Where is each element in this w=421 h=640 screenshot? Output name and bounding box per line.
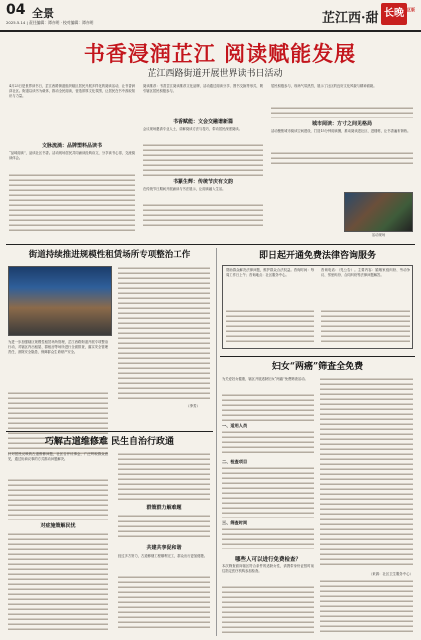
col2-body-1: 会议现场邀请专业人士，讲解阅读方法与技巧，带动居民深度阅读。 <box>143 127 242 131</box>
header-rule <box>0 30 421 32</box>
event-photo <box>344 192 413 232</box>
header-meta: 2025.5.14 | 责任编辑：谭亦明 · 校对编辑：谭亦明 <box>6 20 94 25</box>
story3-subhead-3: 共建共享促和谐 <box>146 545 182 551</box>
story3-subhead-2: 对症施策解民忧 <box>40 523 76 529</box>
story5-text-lines-1 <box>222 393 314 421</box>
story4 <box>220 248 415 353</box>
story4-notice-box <box>222 265 413 349</box>
column-divider <box>216 248 217 636</box>
story3-subhead-1: 群策群力解难题 <box>146 505 182 511</box>
story4-box-left: 帮助群众解决法律问题，维护群众合法权益。咨询时间：每周工作日上午；咨询地点：社区服务中心。 <box>226 268 314 277</box>
story5-text-lines-4 <box>222 527 314 549</box>
story5-text-lines-5 <box>222 585 314 635</box>
story5-text-lines-7 <box>320 579 413 635</box>
main-headline: 书香浸润芷江 阅读赋能发展 <box>83 41 357 66</box>
story5-headline: 妇女“两癌”筛查全免费 <box>271 362 364 372</box>
story2-text-lines-2 <box>118 266 210 400</box>
col3-text-lines <box>271 106 413 118</box>
section-rule-2 <box>6 431 213 432</box>
brand-stamp: 长晚 <box>381 3 407 25</box>
story3-text-lines-3 <box>118 514 210 540</box>
story5-body: 本次筛查面向辖区符合条件的适龄女性，请携带身份证按时前往指定医疗机构参加检查。 <box>222 564 314 573</box>
main-col-1 <box>9 84 135 236</box>
section-rule-3 <box>220 356 415 357</box>
story5-q1: 一、适用人员 <box>222 423 248 428</box>
story2-photo <box>8 266 112 336</box>
story4-box-right: 咨询电话：（见公告）。主要内容：婚姻家庭纠纷、劳动争议、邻里纠纷、合同纠纷等法律问题解答。 <box>321 268 410 277</box>
photo-caption: 活动现场 <box>371 233 386 237</box>
brand-name: 芷江西·甜 <box>322 11 379 26</box>
story3-text-lines-1 <box>8 478 108 520</box>
story5-text-lines-3 <box>222 466 314 518</box>
story4-headline: 即日起开通免费法律咨询服务 <box>258 251 376 261</box>
story4-box-left-lines <box>226 309 314 345</box>
story5-text-lines-2 <box>222 430 314 456</box>
col3-intro: 居民积极参与，现场气氛热烈，展示了社区的良好文化风貌与精神面貌。 <box>271 84 377 88</box>
col3-text-lines-2 <box>271 151 413 167</box>
story5-text-lines-6 <box>320 377 413 567</box>
brand-badge: 区版 <box>407 7 415 12</box>
col1-intro: 4月23日是世界读书日，芷江西路街道组织辖区居民开展多样化的阅读活动，让书香润泽社区。街道以读书为载体，推动全民阅读，营造浓厚文化氛围，让居民在书中汲取知识与力量。 <box>9 84 135 98</box>
col2-subhead-2: 书篆生辉：传统节庆有文韵 <box>172 179 233 185</box>
col1-text-lines <box>9 173 135 231</box>
story5-q4: 哪些人可以进行免费检查？ <box>234 557 301 563</box>
col2-text-lines-1 <box>143 143 263 176</box>
col1-body: “品味阅读”，品读社区书香。活动现场居民共同诵读经典诗文，分享读书心得，交流阅读体会。 <box>9 151 135 160</box>
page-number: 04 <box>6 2 26 18</box>
story5-q3: 三、筛查时间 <box>222 520 248 525</box>
story5-footer: （来源：社区卫生服务中心） <box>368 572 413 576</box>
story3-text-lines-4 <box>8 532 108 630</box>
section-name: 全景 <box>32 7 54 20</box>
story3-text-lines-5 <box>118 575 210 630</box>
story5-intro: 为关爱妇女健康，辖区开展适龄妇女“两癌”免费筛查活动。 <box>222 377 308 381</box>
story3 <box>6 434 213 640</box>
story5 <box>220 359 415 640</box>
page-header <box>0 0 421 40</box>
story2-body: 为进一步加强辖区规模性租赁场所管理，芷江西路街道开展专项整治行动，对辖区内出租屋、群租房等场所进行全面排查，落实安全管理责任，消除安全隐患，保障群众生命财产安全。 <box>8 340 108 354</box>
main-col-2 <box>143 84 263 236</box>
col2-text-lines-2 <box>143 203 263 227</box>
story3-body-2: 经过多方努力，古道修缮工程顺利完工，群众出行更加便捷。 <box>118 554 208 558</box>
story2-byline: （李芳） <box>186 404 200 408</box>
col3-subhead: 城市阅读：方寸之间见格局 <box>311 121 372 127</box>
story3-headline: 巧解古道维修难 民生自治行政通 <box>44 437 175 447</box>
col1-subhead: 文脉流淌：品牌塑料品读书 <box>41 143 102 149</box>
story3-text-lines-2 <box>118 452 210 502</box>
main-subheadline: 芷江西路街道开展世界读书日活动 <box>147 69 283 79</box>
col2-intro: 阅读推荐：书香芷江阅读推荐文化品牌，活动通过阅读分享、图书交换等形式，吸引辖区居民积极参与。 <box>143 84 263 93</box>
col3-body: 活动聚焦城市阅读空间建设，打造15分钟阅读圈，推动阅读进社区、进楼栋，让书香遍布街巷。 <box>271 129 411 133</box>
story5-q2: 二、检查项目 <box>222 459 248 464</box>
story3-body: 针对居民反映的古道维修问题，社区召开议事会，广泛听取群众意见，通过协商议事的方式推动问题解决。 <box>8 452 108 461</box>
col2-body-2: 在传统节日期间开展诵读与书法展示，让阅读融入生活。 <box>143 187 226 191</box>
section-rule-1 <box>6 244 415 245</box>
col2-subhead-1: 书香赋能：文会交融谱新篇 <box>172 119 233 125</box>
story2-headline: 街道持续推进规模性租赁场所专项整治工作 <box>28 250 191 260</box>
story4-box-right-lines <box>321 309 410 345</box>
